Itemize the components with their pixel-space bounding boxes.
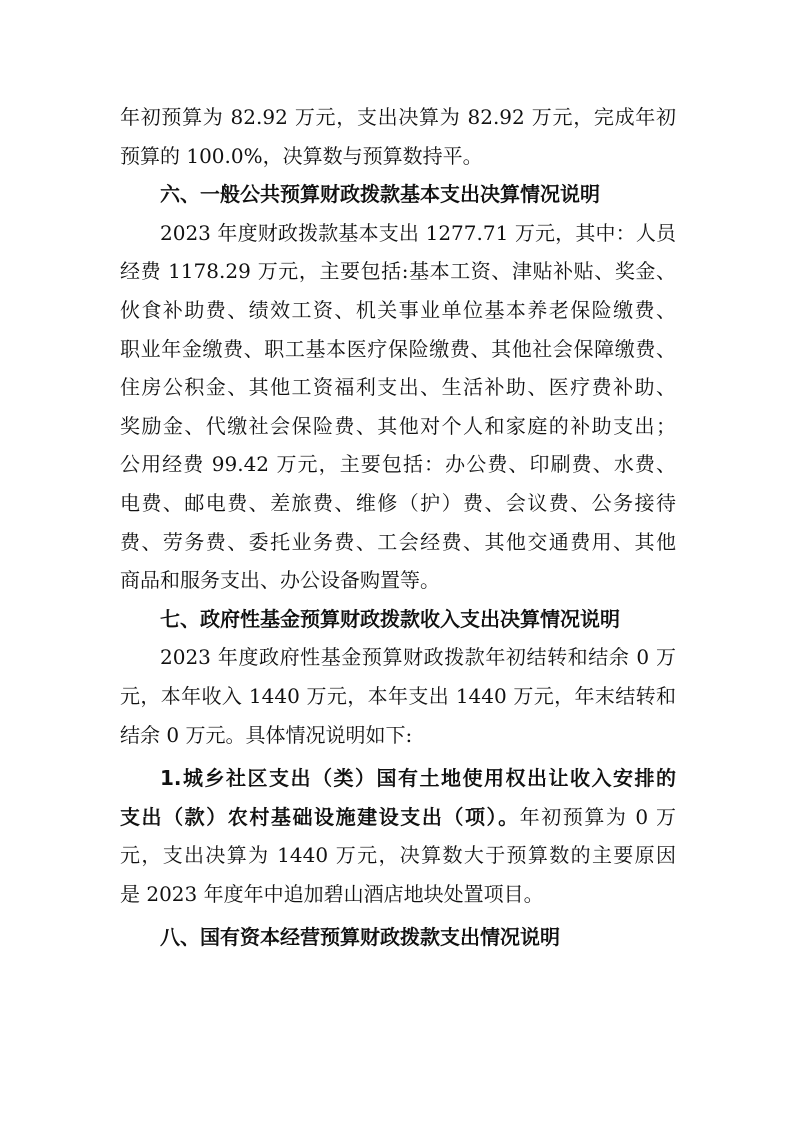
document-body <box>120 98 676 957</box>
paragraph-line: 伙食补助费、绩效工资、机关事业单位基本养老保险缴费、 <box>120 297 676 322</box>
item-1-text: 年初预算为 0 万 <box>519 804 676 829</box>
paragraph-line: 公用经费 99.42 万元，主要包括：办公费、印刷费、水费、 <box>120 452 676 477</box>
section-heading-6: 六、一般公共预算财政拨款基本支出决算情况说明 <box>160 182 600 207</box>
paragraph-line: 奖励金、代缴社会保险费、其他对个人和家庭的补助支出； <box>120 413 676 438</box>
section-heading-8: 八、国有资本经营预算财政拨款支出情况说明 <box>160 925 560 950</box>
paragraph-line: 电费、邮电费、差旅费、维修（护）费、会议费、公务接待 <box>120 490 676 515</box>
paragraph-line: 住房公积金、其他工资福利支出、生活补助、医疗费补助、 <box>120 375 676 400</box>
paragraph-line: 元，本年收入 1440 万元，本年支出 1440 万元，年末结转和 <box>120 683 676 708</box>
item-1-title-end: 支出（款）农村基础设施建设支出（项）。 <box>120 804 520 829</box>
paragraph-line: 是 2023 年度年中追加碧山酒店地块处置项目。 <box>120 881 544 906</box>
paragraph-line: 商品和服务支出、办公设备购置等。 <box>120 568 440 593</box>
paragraph-line: 元，支出决算为 1440 万元，决算数大于预算数的主要原因 <box>120 843 676 868</box>
paragraph-line: 结余 0 万元。具体情况说明如下: <box>120 722 413 747</box>
item-1-line <box>120 798 676 837</box>
paragraph-line: 预算的 100.0%，决算数与预算数持平。 <box>120 143 483 168</box>
paragraph-line: 2023 年度财政拨款基本支出 1277.71 万元，其中：人员 <box>160 220 676 245</box>
paragraph-line: 费、劳务费、委托业务费、工会经费、其他交通费用、其他 <box>120 529 676 554</box>
paragraph-line: 2023 年度政府性基金预算财政拨款年初结转和结余 0 万 <box>160 645 676 670</box>
paragraph-line: 年初预算为 82.92 万元，支出决算为 82.92 万元，完成年初 <box>120 105 676 129</box>
paragraph-line: 经费 1178.29 万元，主要包括:基本工资、津贴补贴、奖金、 <box>120 259 676 284</box>
paragraph-line: 职业年金缴费、职工基本医疗保险缴费、其他社会保障缴费、 <box>120 336 676 361</box>
section-heading-7: 七、政府性基金预算财政拨款收入支出决算情况说明 <box>160 606 620 631</box>
item-1-title-line: 1.城乡社区支出（类）国有土地使用权出让收入安排的 <box>160 766 676 791</box>
